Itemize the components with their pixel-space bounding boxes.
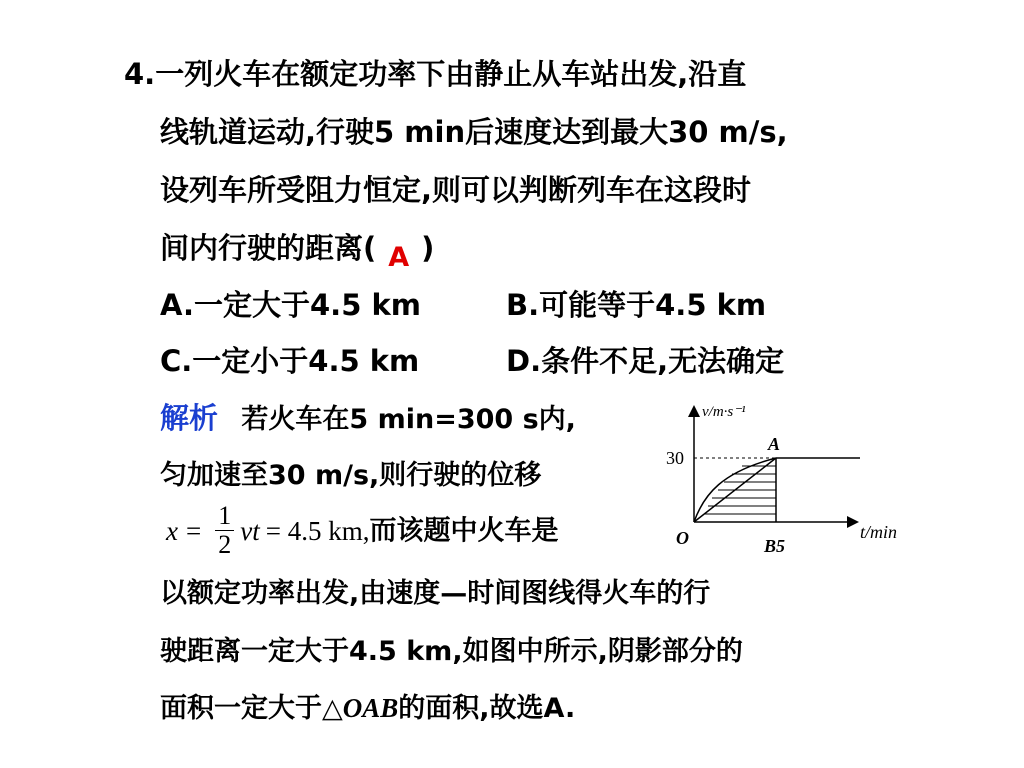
question-line-4-text: 间内行驶的距离(	[160, 231, 377, 265]
answer-mark: A	[388, 242, 410, 273]
formula-result: = 4.5 km,	[265, 515, 370, 546]
question-line-1: 4.一列火车在额定功率下由静止从车站出发,沿直	[124, 57, 747, 91]
formula-x: x	[166, 515, 178, 546]
explanation-line-1-text: 若火车在5 min=300 s内,	[232, 404, 576, 435]
formula-fraction	[215, 502, 234, 559]
explanation-line-2: 匀加速至30 m/s,则行驶的位移	[160, 460, 542, 491]
origin-label: O	[676, 528, 689, 548]
shaded-area	[704, 466, 776, 514]
question-line-4	[160, 228, 435, 273]
velocity-time-graph	[660, 398, 920, 558]
fraction-numerator: 1	[215, 502, 234, 531]
formula-vt: vt	[240, 515, 260, 546]
explanation-line-6-text: 面积一定大于△	[160, 693, 343, 724]
explanation-formula-line	[166, 502, 558, 559]
question-close-paren: )	[421, 231, 435, 265]
question-line-3: 设列车所受阻力恒定,则可以判断列车在这段时	[160, 173, 752, 207]
y-axis-label: v/m·s⁻¹	[702, 404, 746, 420]
triangle-oab: OAB	[342, 693, 399, 723]
explanation-line-1	[160, 398, 576, 440]
option-a: A.一定大于4.5 km	[160, 288, 421, 322]
question-line-2: 线轨道运动,行驶5 min后速度达到最大30 m/s,	[160, 115, 788, 149]
y-tick-30: 30	[666, 448, 684, 468]
explanation-label: 解析	[160, 401, 219, 435]
explanation-line-5: 驶距离一定大于4.5 km,如图中所示,阴影部分的	[160, 636, 743, 667]
option-d: D.条件不足,无法确定	[506, 344, 785, 378]
fraction-denominator: 2	[218, 530, 232, 559]
point-a-label: A	[768, 434, 781, 454]
explanation-line-4: 以额定功率出发,由速度—时间图线得火车的行	[160, 578, 711, 609]
formula-equals: =	[185, 515, 202, 546]
displacement-formula	[166, 502, 369, 559]
x-axis-label: t/min	[860, 522, 898, 542]
explanation-line-6-end: 的面积,故选A.	[398, 693, 576, 724]
point-b-label: B5	[764, 536, 786, 556]
explanation-line-3-text: 而该题中火车是	[369, 515, 559, 547]
explanation-line-6	[160, 688, 575, 729]
option-c: C.一定小于4.5 km	[160, 344, 420, 378]
option-b: B.可能等于4.5 km	[506, 288, 767, 322]
